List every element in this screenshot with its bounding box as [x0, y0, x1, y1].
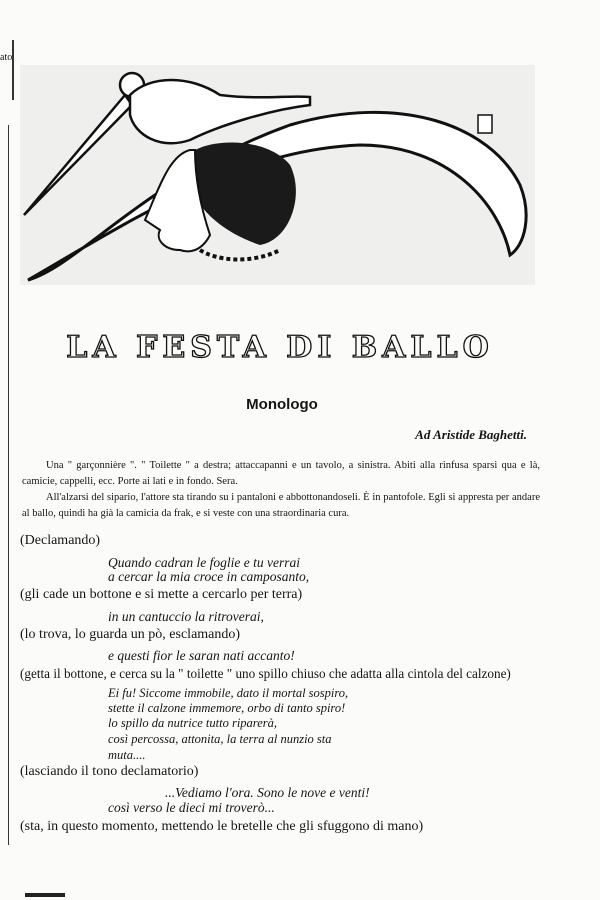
verse-line: a cercar la mia croce in camposanto,	[108, 569, 310, 584]
stork-and-woman-illustration	[20, 65, 535, 290]
margin-text: ato	[0, 52, 13, 63]
verse-line: in un cantuccio la ritroverai,	[108, 609, 264, 624]
verse-line: così verso le dieci mi troverò...	[108, 800, 275, 815]
page-edge-line	[12, 40, 14, 100]
verse-line: stette il calzone immemore, orbo di tanto spiro!	[108, 701, 346, 715]
intro-paragraph: All'alzarsi del sipario, l'attore sta tirando su i pantaloni e abbottonandoseli. È in pantofole. Egli si appresta per andare al ballo, quindi ha già la camicia da frak, e si veste con una straordinaria cura.	[22, 492, 540, 519]
stage-direction: (lasciando il tono declamatorio)	[20, 764, 199, 779]
verse-line: ...Vediamo l'ora. Sono le nove e venti!	[165, 785, 370, 800]
verse-line: muta....	[108, 748, 146, 762]
verse-line: Ei fu! Siccome immobile, dato il mortal sospiro,	[108, 686, 349, 700]
stage-direction: (sta, in questo momento, mettendo le bretelle che gli sfuggono di mano)	[20, 819, 424, 834]
stage-direction: (gli cade un bottone e si mette a cercarlo per terra)	[20, 587, 303, 602]
page-edge-line	[8, 125, 9, 845]
dedication: Ad Aristide Baghetti.	[415, 427, 527, 442]
verse-line: così percossa, attonita, la terra al nunzio sta	[108, 732, 332, 746]
stage-direction: (Declamando)	[20, 533, 101, 548]
page-title: LA FESTA DI BALLO	[66, 330, 494, 365]
verse-line: Quando cadran le foglie e tu verrai	[108, 555, 300, 570]
subtitle: Monologo	[246, 396, 318, 413]
verse-line: e questi fior le saran nati accanto!	[108, 648, 295, 663]
stage-direction: (getta il bottone, e cerca su la " toilette " uno spillo chiuso che adatta alla cintola del calzone)	[20, 666, 511, 681]
scan-mark	[25, 893, 65, 897]
stage-direction: (lo trova, lo guarda un pò, esclamando)	[20, 627, 241, 642]
intro-paragraph: Una " garçonnière ". " Toilette " a destra; attaccapanni e un tavolo, a sinistra. Abiti alla rinfusa sparsi qua e là, camicie, cappelli, ecc. Porte ai lati e in fondo. Sera.	[22, 460, 540, 487]
verse-line: lo spillo da nutrice tutto riparerà,	[108, 716, 277, 730]
